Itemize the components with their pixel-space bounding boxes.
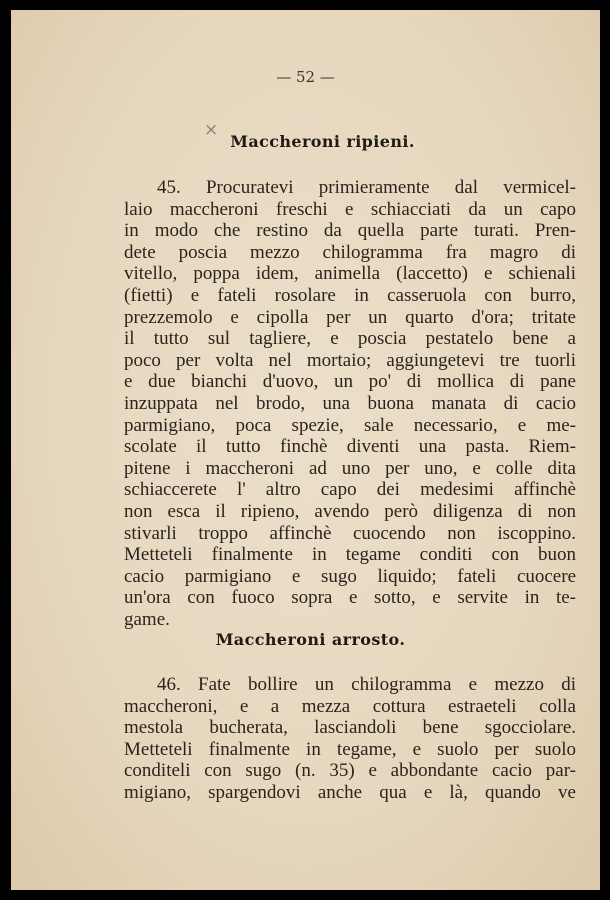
text-line: cacio parmigiano e sugo liquido; fateli cuocere: [124, 565, 576, 587]
page-number: — 52 —: [276, 68, 335, 86]
text-line: un'ora con fuoco sopra e sotto, e servite in te-: [124, 587, 576, 609]
text-line: prezzemolo e cipolla per un quarto d'ora; tritate: [124, 306, 576, 328]
text-line: inzuppata nel brodo, una buona manata di cacio: [124, 392, 576, 414]
text-line: game.: [124, 608, 170, 630]
text-line: mestola bucherata, lasciandoli bene sgocciolare.: [124, 717, 576, 739]
text-line: laio maccheroni freschi e schiacciati da un capo: [124, 198, 576, 220]
text-line: Metteteli finalmente in tegame conditi con buon: [124, 544, 576, 566]
text-line: il tutto sul tagliere, e poscia pestatelo bene a: [124, 328, 576, 350]
text-line: Metteteli finalmente in tegame, e suolo per suolo: [124, 738, 576, 760]
text-line: conditeli con sugo (n. 35) e abbondante cacio par-: [124, 760, 576, 782]
text-line: 46. Fate bollire un chilogramma e mezzo di: [157, 674, 576, 695]
text-line: stivarli troppo affinchè cuocendo non iscoppino.: [124, 522, 576, 544]
text-line: vitello, poppa idem, animella (laccetto) e schienali: [124, 263, 576, 285]
book-page: [11, 10, 600, 890]
recipe-46-paragraph: [124, 674, 576, 804]
text-line: maccheroni, e a mezza cottura estraeteli colla: [124, 695, 576, 717]
section-title-maccheroni-ripieni: Maccheroni ripieni.: [230, 132, 415, 151]
section-title-maccheroni-arrosto: Maccheroni arrosto.: [215, 630, 406, 649]
text-line: pitene i maccheroni ad uno per uno, e colle dita: [124, 457, 576, 479]
text-line: schiaccerete l' altro capo dei medesimi affinchè: [124, 479, 576, 501]
text-line: migiano, spargendovi anche qua e là, quando ve: [124, 781, 576, 803]
text-line: dete poscia mezzo chilogramma fra magro di: [124, 241, 576, 263]
text-line: e due bianchi d'uovo, un po' di mollica di pane: [124, 371, 576, 393]
text-line: poco per volta nel mortaio; aggiungetevi tre tuorli: [124, 349, 576, 371]
text-line: non esca il ripieno, avendo però diligenza di non: [124, 500, 576, 522]
text-line: scolate il tutto finchè diventi una pasta. Riem-: [124, 436, 576, 458]
text-line: parmigiano, poca spezie, sale necessario, e me-: [124, 414, 576, 436]
text-line: in modo che restino da quella parte turati. Pren-: [124, 220, 576, 242]
recipe-45-paragraph: [124, 177, 576, 630]
text-line: (fietti) e fateli rosolare in casseruola con burro,: [124, 284, 576, 306]
text-line: 45. Procuratevi primieramente dal vermicel-: [157, 177, 576, 198]
pencil-cross-mark: ×: [204, 120, 219, 140]
